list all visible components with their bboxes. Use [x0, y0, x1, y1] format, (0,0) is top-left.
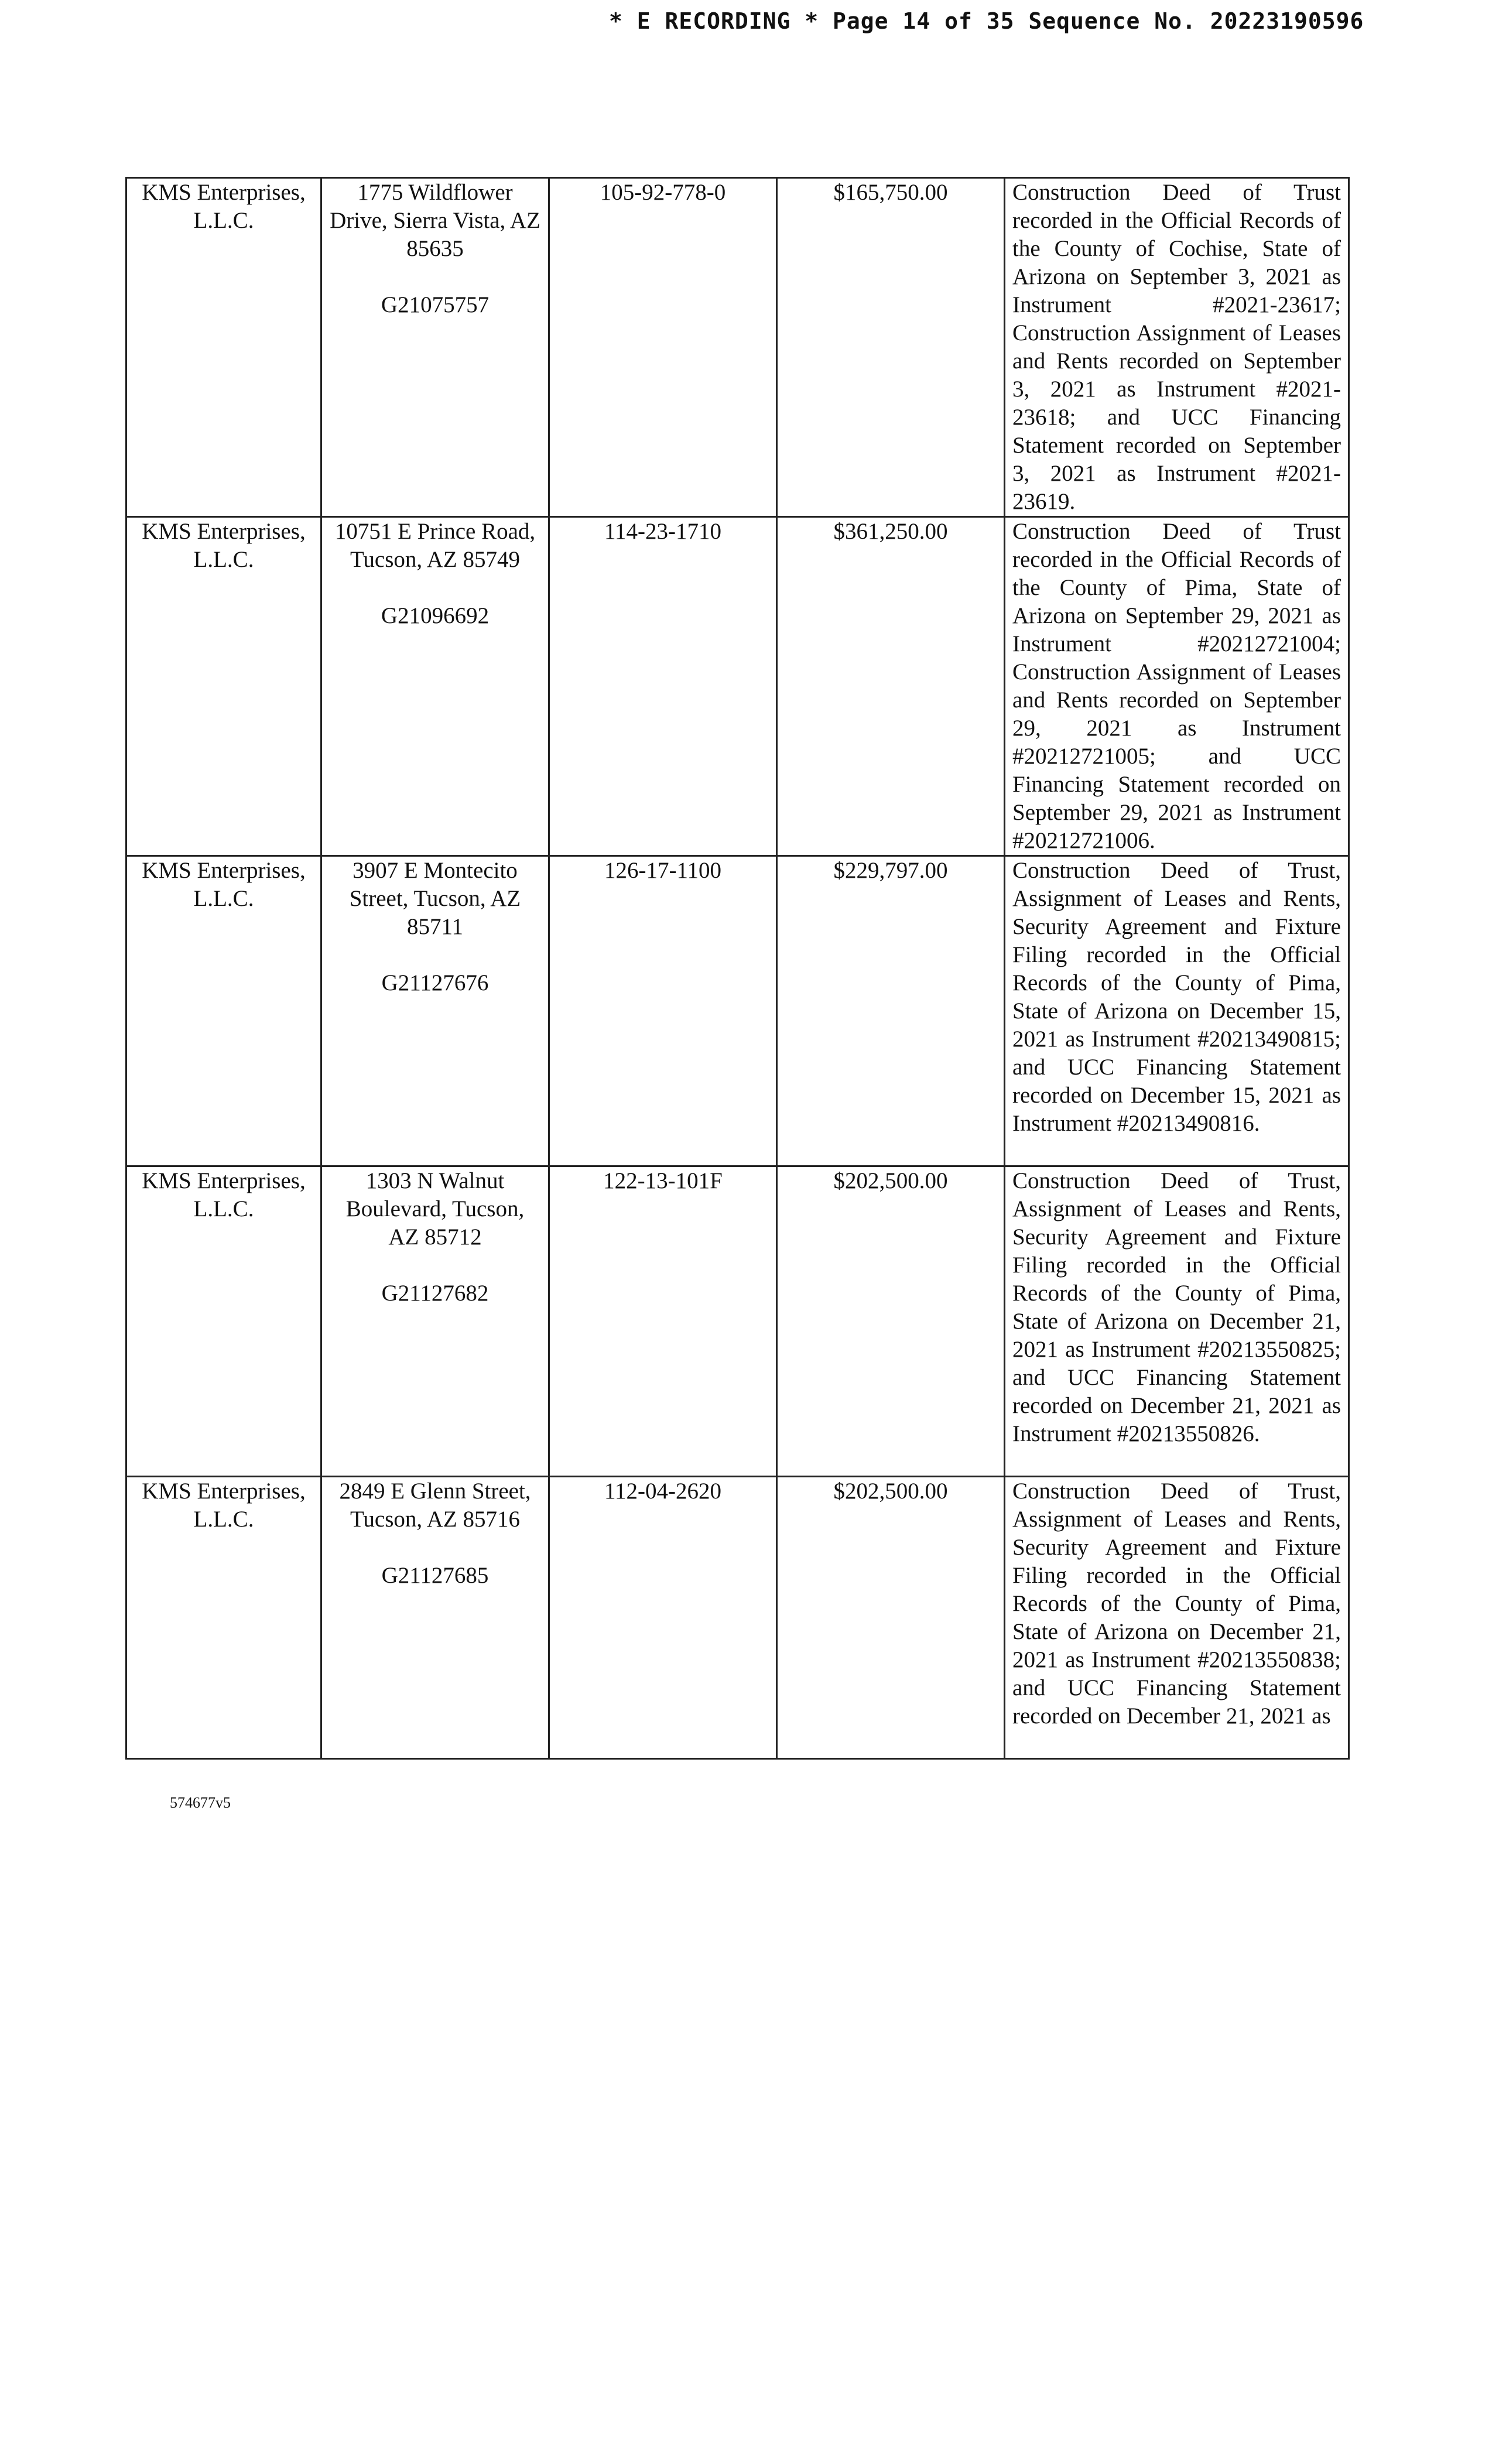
- g-number: G21127682: [381, 1281, 489, 1306]
- parcel-number-cell: 114-23-1710: [549, 517, 777, 856]
- g-number: G21127685: [381, 1563, 489, 1588]
- amount-cell: $165,750.00: [777, 178, 1005, 517]
- address-cell: [321, 1166, 549, 1477]
- address-cell: [321, 856, 549, 1166]
- property-address: 10751 E Prince Road, Tucson, AZ 85749: [334, 519, 536, 572]
- recording-description-cell: Construction Deed of Trust, Assignment of Leases and Rents, Security Agreement and Fixture Filing recorded in the Official Records of the County of Pima, State of Arizona on December 21, 2021 as Instrument #20213550838; and UCC Financing Statement recorded on December 21, 2021 as: [1005, 1477, 1349, 1759]
- owner-cell: KMS Enterprises, L.L.C.: [126, 517, 321, 856]
- g-number: G21096692: [381, 603, 490, 628]
- address-cell: [321, 517, 549, 856]
- parcel-number-cell: 126-17-1100: [549, 856, 777, 1166]
- g-number: G21075757: [381, 292, 490, 317]
- address-cell: [321, 178, 549, 517]
- property-address: 1303 N Walnut Boulevard, Tucson, AZ 85712: [345, 1168, 525, 1250]
- amount-cell: $202,500.00: [777, 1477, 1005, 1759]
- table-row: [126, 178, 1349, 517]
- address-cell: [321, 1477, 549, 1759]
- table-row: [126, 1477, 1349, 1759]
- recording-description-cell: Construction Deed of Trust, Assignment of Leases and Rents, Security Agreement and Fixture Filing recorded in the Official Records of the County of Pima, State of Arizona on December 15, 2021 as Instrument #20213490815; and UCC Financing Statement recorded on December 15, 2021 as Instrument #20213490816.: [1005, 856, 1349, 1166]
- table-row: [126, 517, 1349, 856]
- table-row: [126, 856, 1349, 1166]
- owner-cell: KMS Enterprises, L.L.C.: [126, 178, 321, 517]
- recording-header: * E RECORDING * Page 14 of 35 Sequence No. 20223190596: [609, 8, 1364, 34]
- g-number: G21127676: [381, 970, 489, 995]
- owner-cell: KMS Enterprises, L.L.C.: [126, 856, 321, 1166]
- parcel-number-cell: 112-04-2620: [549, 1477, 777, 1759]
- parcel-number-cell: 105-92-778-0: [549, 178, 777, 517]
- document-id-footer: 574677v5: [170, 1794, 231, 1811]
- recording-description-cell: Construction Deed of Trust, Assignment of Leases and Rents, Security Agreement and Fixture Filing recorded in the Official Records of the County of Pima, State of Arizona on December 21, 2021 as Instrument #20213550825; and UCC Financing Statement recorded on December 21, 2021 as Instrument #20213550826.: [1005, 1166, 1349, 1477]
- owner-cell: KMS Enterprises, L.L.C.: [126, 1477, 321, 1759]
- table-row: [126, 1166, 1349, 1477]
- property-address: 2849 E Glenn Street, Tucson, AZ 85716: [339, 1479, 531, 1532]
- property-records-table: [125, 177, 1350, 1760]
- recording-description-cell: Construction Deed of Trust recorded in the Official Records of the County of Cochise, State of Arizona on September 3, 2021 as Instrument #2021-23617; Construction Assignment of Leases and Rents recorded on September 3, 2021 as Instrument #2021-23618; and UCC Financing Statement recorded on September 3, 2021 as Instrument #2021-23619.: [1005, 178, 1349, 517]
- parcel-number-cell: 122-13-101F: [549, 1166, 777, 1477]
- amount-cell: $202,500.00: [777, 1166, 1005, 1477]
- owner-cell: KMS Enterprises, L.L.C.: [126, 1166, 321, 1477]
- recording-description-cell: Construction Deed of Trust recorded in the Official Records of the County of Pima, State of Arizona on September 29, 2021 as Instrument #20212721004; Construction Assignment of Leases and Rents recorded on September 29, 2021 as Instrument #20212721005; and UCC Financing Statement recorded on September 29, 2021 as Instrument #20212721006.: [1005, 517, 1349, 856]
- property-address: 3907 E Montecito Street, Tucson, AZ 85711: [349, 858, 521, 939]
- property-address: 1775 Wildflower Drive, Sierra Vista, AZ 85635: [330, 180, 540, 261]
- amount-cell: $229,797.00: [777, 856, 1005, 1166]
- amount-cell: $361,250.00: [777, 517, 1005, 856]
